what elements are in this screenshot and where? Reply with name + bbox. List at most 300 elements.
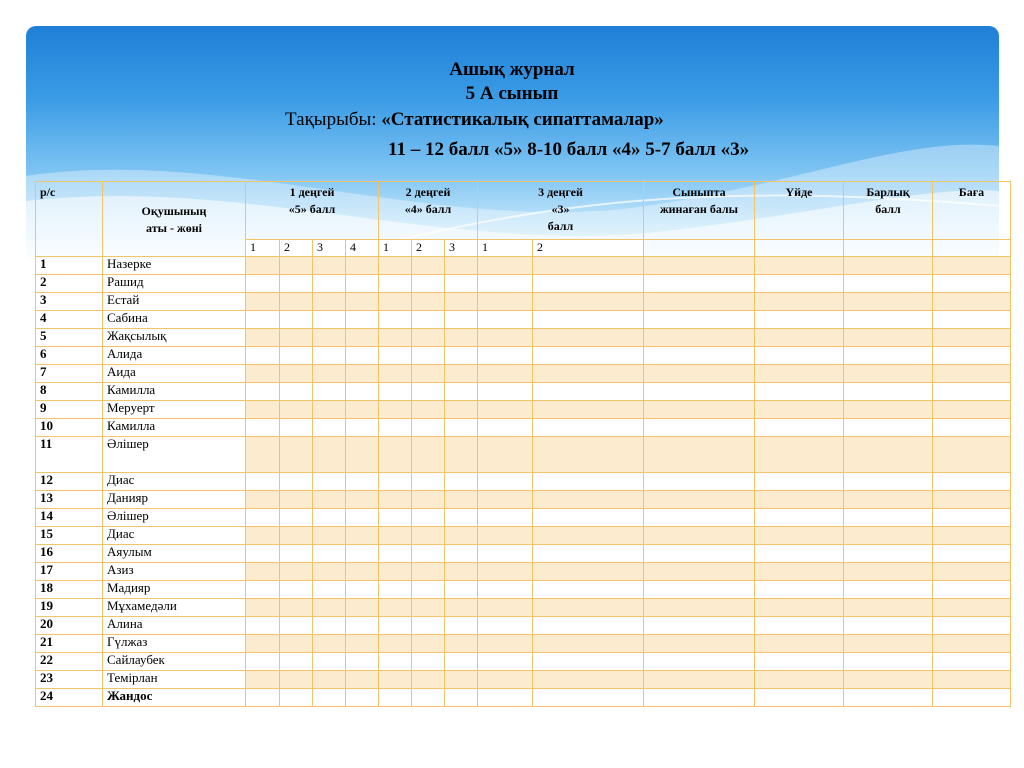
- grade-cell[interactable]: [478, 599, 533, 617]
- grade-cell[interactable]: [412, 311, 445, 329]
- grade-cell[interactable]: [246, 347, 280, 365]
- grade-cell[interactable]: [379, 401, 412, 419]
- grade-cell[interactable]: [533, 527, 644, 545]
- grade-cell[interactable]: [246, 689, 280, 707]
- grade-cell[interactable]: [478, 365, 533, 383]
- grade-cell[interactable]: [445, 689, 478, 707]
- grade-cell[interactable]: [844, 473, 933, 491]
- grade-cell[interactable]: [379, 671, 412, 689]
- grade-cell[interactable]: [313, 509, 346, 527]
- grade-cell[interactable]: [644, 509, 755, 527]
- grade-cell[interactable]: [280, 275, 313, 293]
- grade-cell[interactable]: [755, 563, 844, 581]
- grade-cell[interactable]: [280, 491, 313, 509]
- grade-cell[interactable]: [379, 383, 412, 401]
- grade-cell[interactable]: [533, 383, 644, 401]
- grade-cell[interactable]: [533, 563, 644, 581]
- grade-cell[interactable]: [933, 437, 1011, 473]
- grade-cell[interactable]: [412, 509, 445, 527]
- grade-cell[interactable]: [478, 491, 533, 509]
- grade-cell[interactable]: [755, 293, 844, 311]
- grade-cell[interactable]: [246, 275, 280, 293]
- grade-cell[interactable]: [280, 419, 313, 437]
- grade-cell[interactable]: [346, 329, 379, 347]
- grade-cell[interactable]: [313, 671, 346, 689]
- grade-cell[interactable]: [533, 365, 644, 383]
- grade-cell[interactable]: [412, 419, 445, 437]
- grade-cell[interactable]: [478, 401, 533, 419]
- grade-cell[interactable]: [280, 563, 313, 581]
- grade-cell[interactable]: [246, 473, 280, 491]
- grade-cell[interactable]: [844, 311, 933, 329]
- grade-cell[interactable]: [280, 347, 313, 365]
- grade-cell[interactable]: [755, 545, 844, 563]
- grade-cell[interactable]: [478, 329, 533, 347]
- grade-cell[interactable]: [844, 509, 933, 527]
- grade-cell[interactable]: [755, 365, 844, 383]
- grade-cell[interactable]: [246, 545, 280, 563]
- grade-cell[interactable]: [346, 491, 379, 509]
- grade-cell[interactable]: [346, 293, 379, 311]
- grade-cell[interactable]: [478, 311, 533, 329]
- grade-cell[interactable]: [280, 617, 313, 635]
- grade-cell[interactable]: [412, 275, 445, 293]
- grade-cell[interactable]: [313, 635, 346, 653]
- grade-cell[interactable]: [844, 545, 933, 563]
- grade-cell[interactable]: [933, 509, 1011, 527]
- grade-cell[interactable]: [280, 653, 313, 671]
- grade-cell[interactable]: [933, 491, 1011, 509]
- grade-cell[interactable]: [445, 653, 478, 671]
- grade-cell[interactable]: [313, 257, 346, 275]
- grade-cell[interactable]: [755, 257, 844, 275]
- grade-cell[interactable]: [844, 617, 933, 635]
- grade-cell[interactable]: [313, 329, 346, 347]
- grade-cell[interactable]: [933, 599, 1011, 617]
- grade-cell[interactable]: [478, 671, 533, 689]
- grade-cell[interactable]: [844, 293, 933, 311]
- grade-cell[interactable]: [533, 509, 644, 527]
- grade-cell[interactable]: [478, 635, 533, 653]
- grade-cell[interactable]: [933, 653, 1011, 671]
- grade-cell[interactable]: [412, 599, 445, 617]
- grade-cell[interactable]: [379, 311, 412, 329]
- grade-cell[interactable]: [346, 653, 379, 671]
- grade-cell[interactable]: [313, 419, 346, 437]
- grade-cell[interactable]: [644, 653, 755, 671]
- grade-cell[interactable]: [346, 563, 379, 581]
- grade-cell[interactable]: [755, 347, 844, 365]
- grade-cell[interactable]: [412, 563, 445, 581]
- grade-cell[interactable]: [313, 581, 346, 599]
- grade-cell[interactable]: [412, 689, 445, 707]
- grade-cell[interactable]: [246, 671, 280, 689]
- grade-cell[interactable]: [533, 617, 644, 635]
- grade-cell[interactable]: [346, 311, 379, 329]
- grade-cell[interactable]: [933, 419, 1011, 437]
- grade-cell[interactable]: [533, 437, 644, 473]
- grade-cell[interactable]: [644, 581, 755, 599]
- grade-cell[interactable]: [280, 383, 313, 401]
- grade-cell[interactable]: [313, 617, 346, 635]
- grade-cell[interactable]: [933, 617, 1011, 635]
- grade-cell[interactable]: [933, 401, 1011, 419]
- grade-cell[interactable]: [313, 563, 346, 581]
- grade-cell[interactable]: [755, 509, 844, 527]
- grade-cell[interactable]: [379, 635, 412, 653]
- grade-cell[interactable]: [844, 257, 933, 275]
- grade-cell[interactable]: [379, 473, 412, 491]
- grade-cell[interactable]: [755, 653, 844, 671]
- grade-cell[interactable]: [346, 689, 379, 707]
- grade-cell[interactable]: [533, 491, 644, 509]
- grade-cell[interactable]: [280, 545, 313, 563]
- grade-cell[interactable]: [644, 437, 755, 473]
- grade-cell[interactable]: [313, 653, 346, 671]
- grade-cell[interactable]: [280, 689, 313, 707]
- grade-cell[interactable]: [533, 635, 644, 653]
- grade-cell[interactable]: [755, 617, 844, 635]
- grade-cell[interactable]: [533, 689, 644, 707]
- grade-cell[interactable]: [445, 311, 478, 329]
- grade-cell[interactable]: [755, 527, 844, 545]
- grade-cell[interactable]: [445, 509, 478, 527]
- grade-cell[interactable]: [246, 365, 280, 383]
- grade-cell[interactable]: [379, 437, 412, 473]
- grade-cell[interactable]: [412, 545, 445, 563]
- grade-cell[interactable]: [478, 617, 533, 635]
- grade-cell[interactable]: [755, 599, 844, 617]
- grade-cell[interactable]: [379, 257, 412, 275]
- grade-cell[interactable]: [844, 347, 933, 365]
- grade-cell[interactable]: [478, 437, 533, 473]
- grade-cell[interactable]: [379, 347, 412, 365]
- grade-cell[interactable]: [533, 257, 644, 275]
- grade-cell[interactable]: [933, 671, 1011, 689]
- grade-cell[interactable]: [346, 509, 379, 527]
- grade-cell[interactable]: [533, 401, 644, 419]
- grade-cell[interactable]: [844, 401, 933, 419]
- grade-cell[interactable]: [644, 311, 755, 329]
- grade-cell[interactable]: [313, 365, 346, 383]
- grade-cell[interactable]: [478, 275, 533, 293]
- grade-cell[interactable]: [644, 527, 755, 545]
- grade-cell[interactable]: [933, 329, 1011, 347]
- grade-cell[interactable]: [933, 311, 1011, 329]
- grade-cell[interactable]: [379, 617, 412, 635]
- grade-cell[interactable]: [445, 671, 478, 689]
- grade-cell[interactable]: [478, 527, 533, 545]
- grade-cell[interactable]: [844, 419, 933, 437]
- grade-cell[interactable]: [933, 563, 1011, 581]
- grade-cell[interactable]: [755, 311, 844, 329]
- grade-cell[interactable]: [280, 311, 313, 329]
- grade-cell[interactable]: [844, 689, 933, 707]
- grade-cell[interactable]: [533, 653, 644, 671]
- grade-cell[interactable]: [844, 329, 933, 347]
- grade-cell[interactable]: [445, 581, 478, 599]
- grade-cell[interactable]: [412, 635, 445, 653]
- grade-cell[interactable]: [755, 491, 844, 509]
- grade-cell[interactable]: [933, 689, 1011, 707]
- grade-cell[interactable]: [755, 671, 844, 689]
- grade-cell[interactable]: [346, 545, 379, 563]
- grade-cell[interactable]: [644, 671, 755, 689]
- grade-cell[interactable]: [445, 365, 478, 383]
- grade-cell[interactable]: [379, 689, 412, 707]
- grade-cell[interactable]: [533, 329, 644, 347]
- grade-cell[interactable]: [533, 419, 644, 437]
- grade-cell[interactable]: [412, 293, 445, 311]
- grade-cell[interactable]: [280, 599, 313, 617]
- grade-cell[interactable]: [844, 599, 933, 617]
- grade-cell[interactable]: [644, 545, 755, 563]
- grade-cell[interactable]: [313, 311, 346, 329]
- grade-cell[interactable]: [755, 635, 844, 653]
- grade-cell[interactable]: [644, 491, 755, 509]
- grade-cell[interactable]: [533, 581, 644, 599]
- grade-cell[interactable]: [755, 419, 844, 437]
- grade-cell[interactable]: [933, 581, 1011, 599]
- grade-cell[interactable]: [478, 581, 533, 599]
- grade-cell[interactable]: [755, 401, 844, 419]
- grade-cell[interactable]: [844, 635, 933, 653]
- grade-cell[interactable]: [280, 365, 313, 383]
- grade-cell[interactable]: [280, 635, 313, 653]
- grade-cell[interactable]: [933, 293, 1011, 311]
- grade-cell[interactable]: [412, 383, 445, 401]
- grade-cell[interactable]: [445, 437, 478, 473]
- grade-cell[interactable]: [346, 581, 379, 599]
- grade-cell[interactable]: [246, 509, 280, 527]
- grade-cell[interactable]: [478, 293, 533, 311]
- grade-cell[interactable]: [933, 257, 1011, 275]
- grade-cell[interactable]: [533, 473, 644, 491]
- grade-cell[interactable]: [933, 383, 1011, 401]
- grade-cell[interactable]: [445, 563, 478, 581]
- grade-cell[interactable]: [379, 293, 412, 311]
- grade-cell[interactable]: [844, 581, 933, 599]
- grade-cell[interactable]: [412, 653, 445, 671]
- grade-cell[interactable]: [445, 293, 478, 311]
- grade-cell[interactable]: [445, 275, 478, 293]
- grade-cell[interactable]: [346, 671, 379, 689]
- grade-cell[interactable]: [844, 527, 933, 545]
- grade-cell[interactable]: [246, 491, 280, 509]
- grade-cell[interactable]: [246, 401, 280, 419]
- grade-cell[interactable]: [933, 275, 1011, 293]
- grade-cell[interactable]: [445, 491, 478, 509]
- grade-cell[interactable]: [313, 527, 346, 545]
- grade-cell[interactable]: [844, 383, 933, 401]
- grade-cell[interactable]: [280, 401, 313, 419]
- grade-cell[interactable]: [246, 527, 280, 545]
- grade-cell[interactable]: [246, 293, 280, 311]
- grade-cell[interactable]: [533, 293, 644, 311]
- grade-cell[interactable]: [379, 329, 412, 347]
- grade-cell[interactable]: [844, 491, 933, 509]
- grade-cell[interactable]: [478, 689, 533, 707]
- grade-cell[interactable]: [412, 671, 445, 689]
- grade-cell[interactable]: [755, 275, 844, 293]
- grade-cell[interactable]: [246, 617, 280, 635]
- grade-cell[interactable]: [445, 635, 478, 653]
- grade-cell[interactable]: [412, 257, 445, 275]
- grade-cell[interactable]: [313, 437, 346, 473]
- grade-cell[interactable]: [478, 509, 533, 527]
- grade-cell[interactable]: [933, 347, 1011, 365]
- grade-cell[interactable]: [246, 635, 280, 653]
- grade-cell[interactable]: [280, 473, 313, 491]
- grade-cell[interactable]: [445, 599, 478, 617]
- grade-cell[interactable]: [644, 419, 755, 437]
- grade-cell[interactable]: [346, 365, 379, 383]
- grade-cell[interactable]: [644, 563, 755, 581]
- grade-cell[interactable]: [533, 599, 644, 617]
- grade-cell[interactable]: [933, 545, 1011, 563]
- grade-cell[interactable]: [313, 491, 346, 509]
- grade-cell[interactable]: [313, 473, 346, 491]
- grade-cell[interactable]: [280, 527, 313, 545]
- grade-cell[interactable]: [280, 257, 313, 275]
- grade-cell[interactable]: [844, 365, 933, 383]
- grade-cell[interactable]: [644, 257, 755, 275]
- grade-cell[interactable]: [246, 653, 280, 671]
- grade-cell[interactable]: [412, 527, 445, 545]
- grade-cell[interactable]: [313, 401, 346, 419]
- grade-cell[interactable]: [246, 581, 280, 599]
- grade-cell[interactable]: [346, 617, 379, 635]
- grade-cell[interactable]: [445, 329, 478, 347]
- grade-cell[interactable]: [412, 347, 445, 365]
- grade-cell[interactable]: [644, 689, 755, 707]
- grade-cell[interactable]: [412, 437, 445, 473]
- grade-cell[interactable]: [412, 617, 445, 635]
- grade-cell[interactable]: [346, 527, 379, 545]
- grade-cell[interactable]: [644, 635, 755, 653]
- grade-cell[interactable]: [346, 275, 379, 293]
- grade-cell[interactable]: [445, 527, 478, 545]
- grade-cell[interactable]: [533, 311, 644, 329]
- grade-cell[interactable]: [280, 509, 313, 527]
- grade-cell[interactable]: [933, 527, 1011, 545]
- grade-cell[interactable]: [313, 545, 346, 563]
- grade-cell[interactable]: [280, 581, 313, 599]
- grade-cell[interactable]: [379, 599, 412, 617]
- grade-cell[interactable]: [313, 599, 346, 617]
- grade-cell[interactable]: [246, 437, 280, 473]
- grade-cell[interactable]: [844, 563, 933, 581]
- grade-cell[interactable]: [246, 563, 280, 581]
- grade-cell[interactable]: [478, 383, 533, 401]
- grade-cell[interactable]: [478, 545, 533, 563]
- grade-cell[interactable]: [478, 563, 533, 581]
- grade-cell[interactable]: [412, 581, 445, 599]
- grade-cell[interactable]: [445, 545, 478, 563]
- grade-cell[interactable]: [755, 383, 844, 401]
- grade-cell[interactable]: [379, 545, 412, 563]
- grade-cell[interactable]: [313, 689, 346, 707]
- grade-cell[interactable]: [644, 473, 755, 491]
- grade-cell[interactable]: [379, 581, 412, 599]
- grade-cell[interactable]: [478, 653, 533, 671]
- grade-cell[interactable]: [755, 581, 844, 599]
- grade-cell[interactable]: [379, 275, 412, 293]
- grade-cell[interactable]: [346, 437, 379, 473]
- grade-cell[interactable]: [313, 293, 346, 311]
- grade-cell[interactable]: [412, 365, 445, 383]
- grade-cell[interactable]: [533, 545, 644, 563]
- grade-cell[interactable]: [445, 401, 478, 419]
- grade-cell[interactable]: [379, 419, 412, 437]
- grade-cell[interactable]: [246, 311, 280, 329]
- grade-cell[interactable]: [445, 617, 478, 635]
- grade-cell[interactable]: [644, 599, 755, 617]
- grade-cell[interactable]: [313, 347, 346, 365]
- grade-cell[interactable]: [280, 329, 313, 347]
- grade-cell[interactable]: [246, 383, 280, 401]
- grade-cell[interactable]: [755, 437, 844, 473]
- grade-cell[interactable]: [844, 653, 933, 671]
- grade-cell[interactable]: [412, 401, 445, 419]
- grade-cell[interactable]: [379, 527, 412, 545]
- grade-cell[interactable]: [445, 473, 478, 491]
- grade-cell[interactable]: [933, 635, 1011, 653]
- grade-cell[interactable]: [933, 365, 1011, 383]
- grade-cell[interactable]: [379, 653, 412, 671]
- grade-cell[interactable]: [644, 365, 755, 383]
- grade-cell[interactable]: [533, 275, 644, 293]
- grade-cell[interactable]: [844, 671, 933, 689]
- grade-cell[interactable]: [445, 347, 478, 365]
- grade-cell[interactable]: [533, 347, 644, 365]
- grade-cell[interactable]: [445, 419, 478, 437]
- grade-cell[interactable]: [412, 473, 445, 491]
- grade-cell[interactable]: [346, 599, 379, 617]
- grade-cell[interactable]: [412, 491, 445, 509]
- grade-cell[interactable]: [379, 365, 412, 383]
- grade-cell[interactable]: [280, 293, 313, 311]
- grade-cell[interactable]: [445, 383, 478, 401]
- grade-cell[interactable]: [346, 635, 379, 653]
- grade-cell[interactable]: [313, 383, 346, 401]
- grade-cell[interactable]: [346, 419, 379, 437]
- grade-cell[interactable]: [280, 437, 313, 473]
- grade-cell[interactable]: [478, 473, 533, 491]
- grade-cell[interactable]: [246, 419, 280, 437]
- grade-cell[interactable]: [412, 329, 445, 347]
- grade-cell[interactable]: [379, 491, 412, 509]
- grade-cell[interactable]: [379, 509, 412, 527]
- grade-cell[interactable]: [478, 257, 533, 275]
- grade-cell[interactable]: [755, 329, 844, 347]
- grade-cell[interactable]: [755, 689, 844, 707]
- grade-cell[interactable]: [644, 617, 755, 635]
- grade-cell[interactable]: [933, 473, 1011, 491]
- grade-cell[interactable]: [313, 275, 346, 293]
- grade-cell[interactable]: [533, 671, 644, 689]
- grade-cell[interactable]: [755, 473, 844, 491]
- grade-cell[interactable]: [478, 347, 533, 365]
- grade-cell[interactable]: [644, 329, 755, 347]
- grade-cell[interactable]: [644, 401, 755, 419]
- grade-cell[interactable]: [844, 275, 933, 293]
- grade-cell[interactable]: [445, 257, 478, 275]
- grade-cell[interactable]: [346, 401, 379, 419]
- grade-cell[interactable]: [246, 599, 280, 617]
- grade-cell[interactable]: [478, 419, 533, 437]
- grade-cell[interactable]: [246, 257, 280, 275]
